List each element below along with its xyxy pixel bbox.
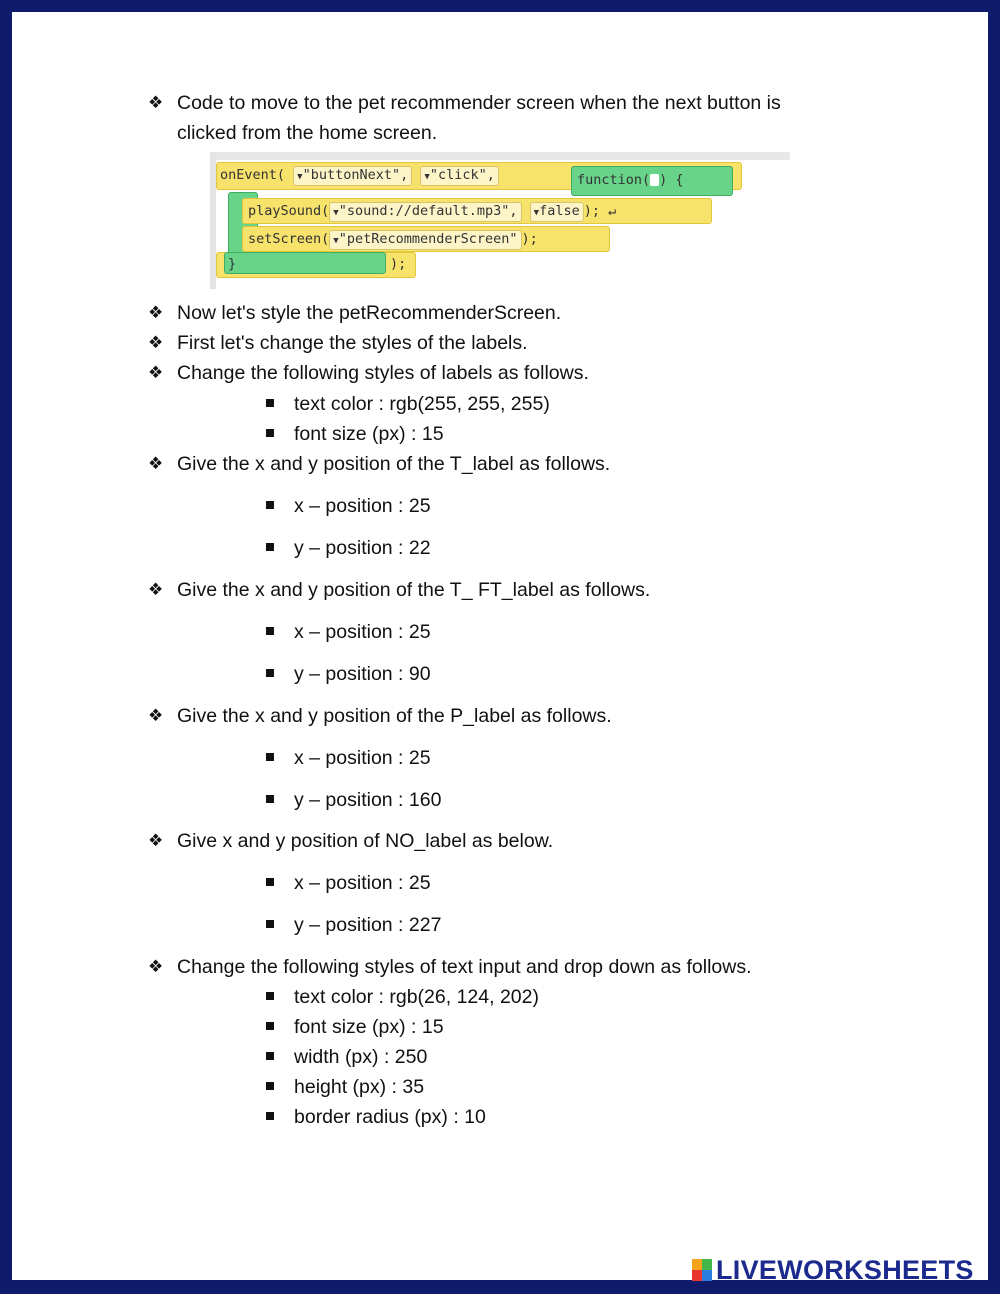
false-chip: ▼false [530,202,584,222]
t-ft-label-x: x – position : 25 [294,621,431,643]
button-id-chip: ▼"buttonNext", [293,166,412,186]
dropdown-arrow-icon: ▼ [533,208,540,218]
function-close [224,252,386,274]
diamond-bullet-icon: ❖ [148,333,164,352]
square-bullet-icon [266,669,274,677]
liveworksheets-logo[interactable] [692,1255,974,1285]
square-bullet-icon [266,1052,274,1060]
t-ft-label-y: y – position : 90 [294,663,431,685]
t-label-x: x – position : 25 [294,495,431,517]
diamond-bullet-icon: ❖ [148,303,164,322]
close-brace: } [228,256,237,272]
diamond-bullet-icon: ❖ [148,454,164,473]
square-bullet-icon [266,1112,274,1120]
input-text-color: text color : rgb(26, 124, 202) [294,986,539,1008]
code-topbar [210,152,790,160]
square-bullet-icon [266,627,274,635]
logo-text: LIVEWORKSHEETS [716,1254,974,1285]
square-bullet-icon [266,753,274,761]
t-label-heading: Give the x and y position of the T_label as follows. [177,453,611,475]
intro-line-1: Code to move to the pet recommender screen when the next button is [177,92,781,114]
p-label-y: y – position : 160 [294,789,442,811]
close-paren: ); [390,256,407,272]
t-ft-label-heading: Give the x and y position of the T_ FT_label as follows. [177,579,651,601]
input-styles-heading: Change the following styles of text input and drop down as follows. [177,956,752,978]
diamond-bullet-icon: ❖ [148,957,164,976]
diamond-bullet-icon: ❖ [148,363,164,382]
diamond-bullet-icon: ❖ [148,93,164,112]
onevent-row [220,166,499,186]
no-label-y: y – position : 227 [294,914,442,936]
dropdown-arrow-icon: ▼ [424,172,430,182]
dropdown-arrow-icon: ▼ [333,236,339,246]
playsound-row: playSound( ▼"sound://default.mp3", ▼false ); ↵ [248,202,616,222]
bullet-change-styles: Change the following styles of labels as follows. [177,362,589,384]
label-text-color: text color : rgb(255, 255, 255) [294,393,550,415]
square-bullet-icon [266,1082,274,1090]
param-slot [650,174,659,186]
input-border-radius: border radius (px) : 10 [294,1106,486,1128]
code-blocks-image [210,152,790,289]
p-label-x: x – position : 25 [294,747,431,769]
dropdown-arrow-icon: ▼ [333,208,339,218]
square-bullet-icon [266,501,274,509]
no-label-heading: Give x and y position of NO_label as below. [177,830,554,852]
t-label-y: y – position : 22 [294,537,431,559]
input-height: height (px) : 35 [294,1076,425,1098]
dropdown-arrow-icon: ▼ [297,172,303,182]
label-font-size: font size (px) : 15 [294,423,444,445]
intro-line-2: clicked from the home screen. [177,122,438,144]
input-width: width (px) : 250 [294,1046,428,1068]
sound-chip: ▼"sound://default.mp3", [329,202,521,222]
onevent-keyword: onEvent( [220,167,286,183]
square-bullet-icon [266,878,274,886]
function-row: function( ) { [577,172,684,188]
square-bullet-icon [266,920,274,928]
square-bullet-icon [266,1022,274,1030]
screen-id-chip: ▼"petRecommenderScreen" [329,230,521,250]
diamond-bullet-icon: ❖ [148,706,164,725]
return-arrow-icon: ↵ [608,203,617,219]
bullet-style-screen: Now let's style the petRecommenderScreen. [177,302,562,324]
no-label-x: x – position : 25 [294,872,431,894]
logo-mark-icon [692,1259,712,1281]
diamond-bullet-icon: ❖ [148,831,164,850]
setscreen-row: setScreen( ▼"petRecommenderScreen" ); [248,230,538,250]
p-label-heading: Give the x and y position of the P_label as follows. [177,705,612,727]
square-bullet-icon [266,399,274,407]
square-bullet-icon [266,429,274,437]
square-bullet-icon [266,795,274,803]
diamond-bullet-icon: ❖ [148,580,164,599]
event-type-chip: ▼"click", [420,166,498,186]
bullet-label-styles: First let's change the styles of the labels. [177,332,528,354]
square-bullet-icon [266,992,274,1000]
input-font-size: font size (px) : 15 [294,1016,444,1038]
square-bullet-icon [266,543,274,551]
